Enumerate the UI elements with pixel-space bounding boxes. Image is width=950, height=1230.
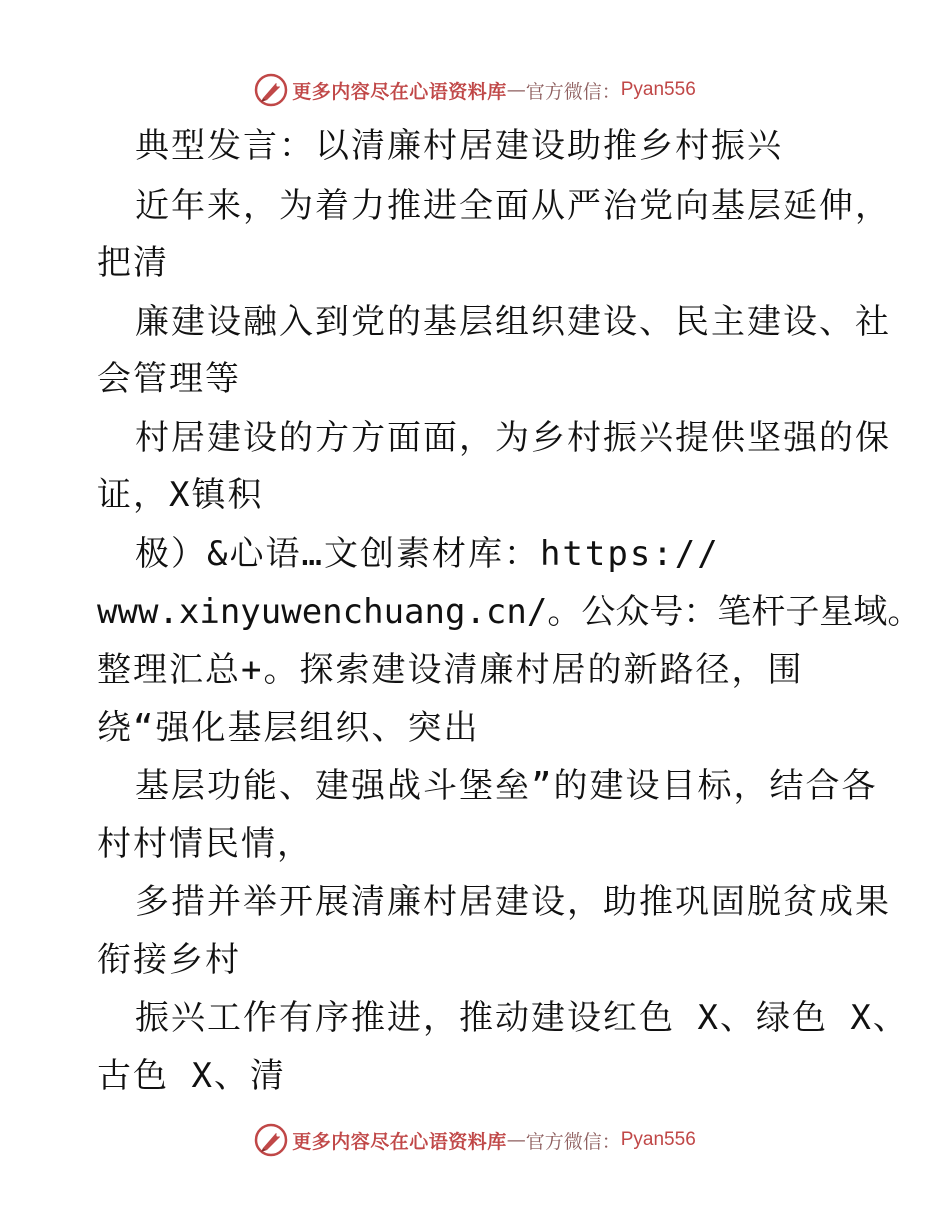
body-line: 绕“强化基层组织、突出 [97,708,480,748]
body-line: 把清 [97,243,169,283]
body-line: 古色 X、清 [97,1056,286,1096]
header-wechat-id: Pyan556 [620,79,696,100]
header-wechat-label: 官方微信： [525,80,621,103]
body-line: 近年来，为着力推进全面从严治党向基层延伸， [135,186,891,226]
body-line: 多措并举开展清廉村居建设，助推巩固脱贫成果 [135,882,891,922]
pen-logo-icon [254,1123,288,1157]
body-line: 振兴工作有序推进，推动建设红色 X、绿色 X、 [135,998,909,1038]
body-line: 基层功能、建强战斗堡垒”的建设目标，结合各 [135,766,878,806]
footer-watermark [0,1120,950,1160]
header-slogan: 更多内容尽在心语资料库 [292,80,507,103]
body-line: 会管理等 [97,359,241,399]
body-line: 证，X镇积 [97,475,264,515]
body-line: 村居建设的方方面面，为乡村振兴提供坚强的保 [135,418,891,458]
pen-logo-icon [254,73,288,107]
title-line: 典型发言：以清廉村居建设助推乡村振兴 [135,126,783,166]
body-line: 整理汇总+。探索建设清廉村居的新路径，围 [97,650,804,690]
footer-dash: — [506,1129,526,1151]
body-line-url: www.xinyuwenchuang.cn/。公众号：笔杆子星域。 [97,592,922,632]
footer-wechat-id: Pyan556 [620,1129,696,1150]
footer-slogan: 更多内容尽在心语资料库 [292,1130,507,1153]
body-line: 廉建设融入到党的基层组织建设、民主建设、社 [135,302,891,342]
body-line: 村村情民情， [97,824,313,864]
header-dash: — [506,79,526,101]
footer-wechat-label: 官方微信： [525,1130,621,1153]
body-line: 衔接乡村 [97,940,241,980]
header-watermark [0,70,950,110]
body-line: 极）&心语…文创素材库：https:// [135,534,720,574]
